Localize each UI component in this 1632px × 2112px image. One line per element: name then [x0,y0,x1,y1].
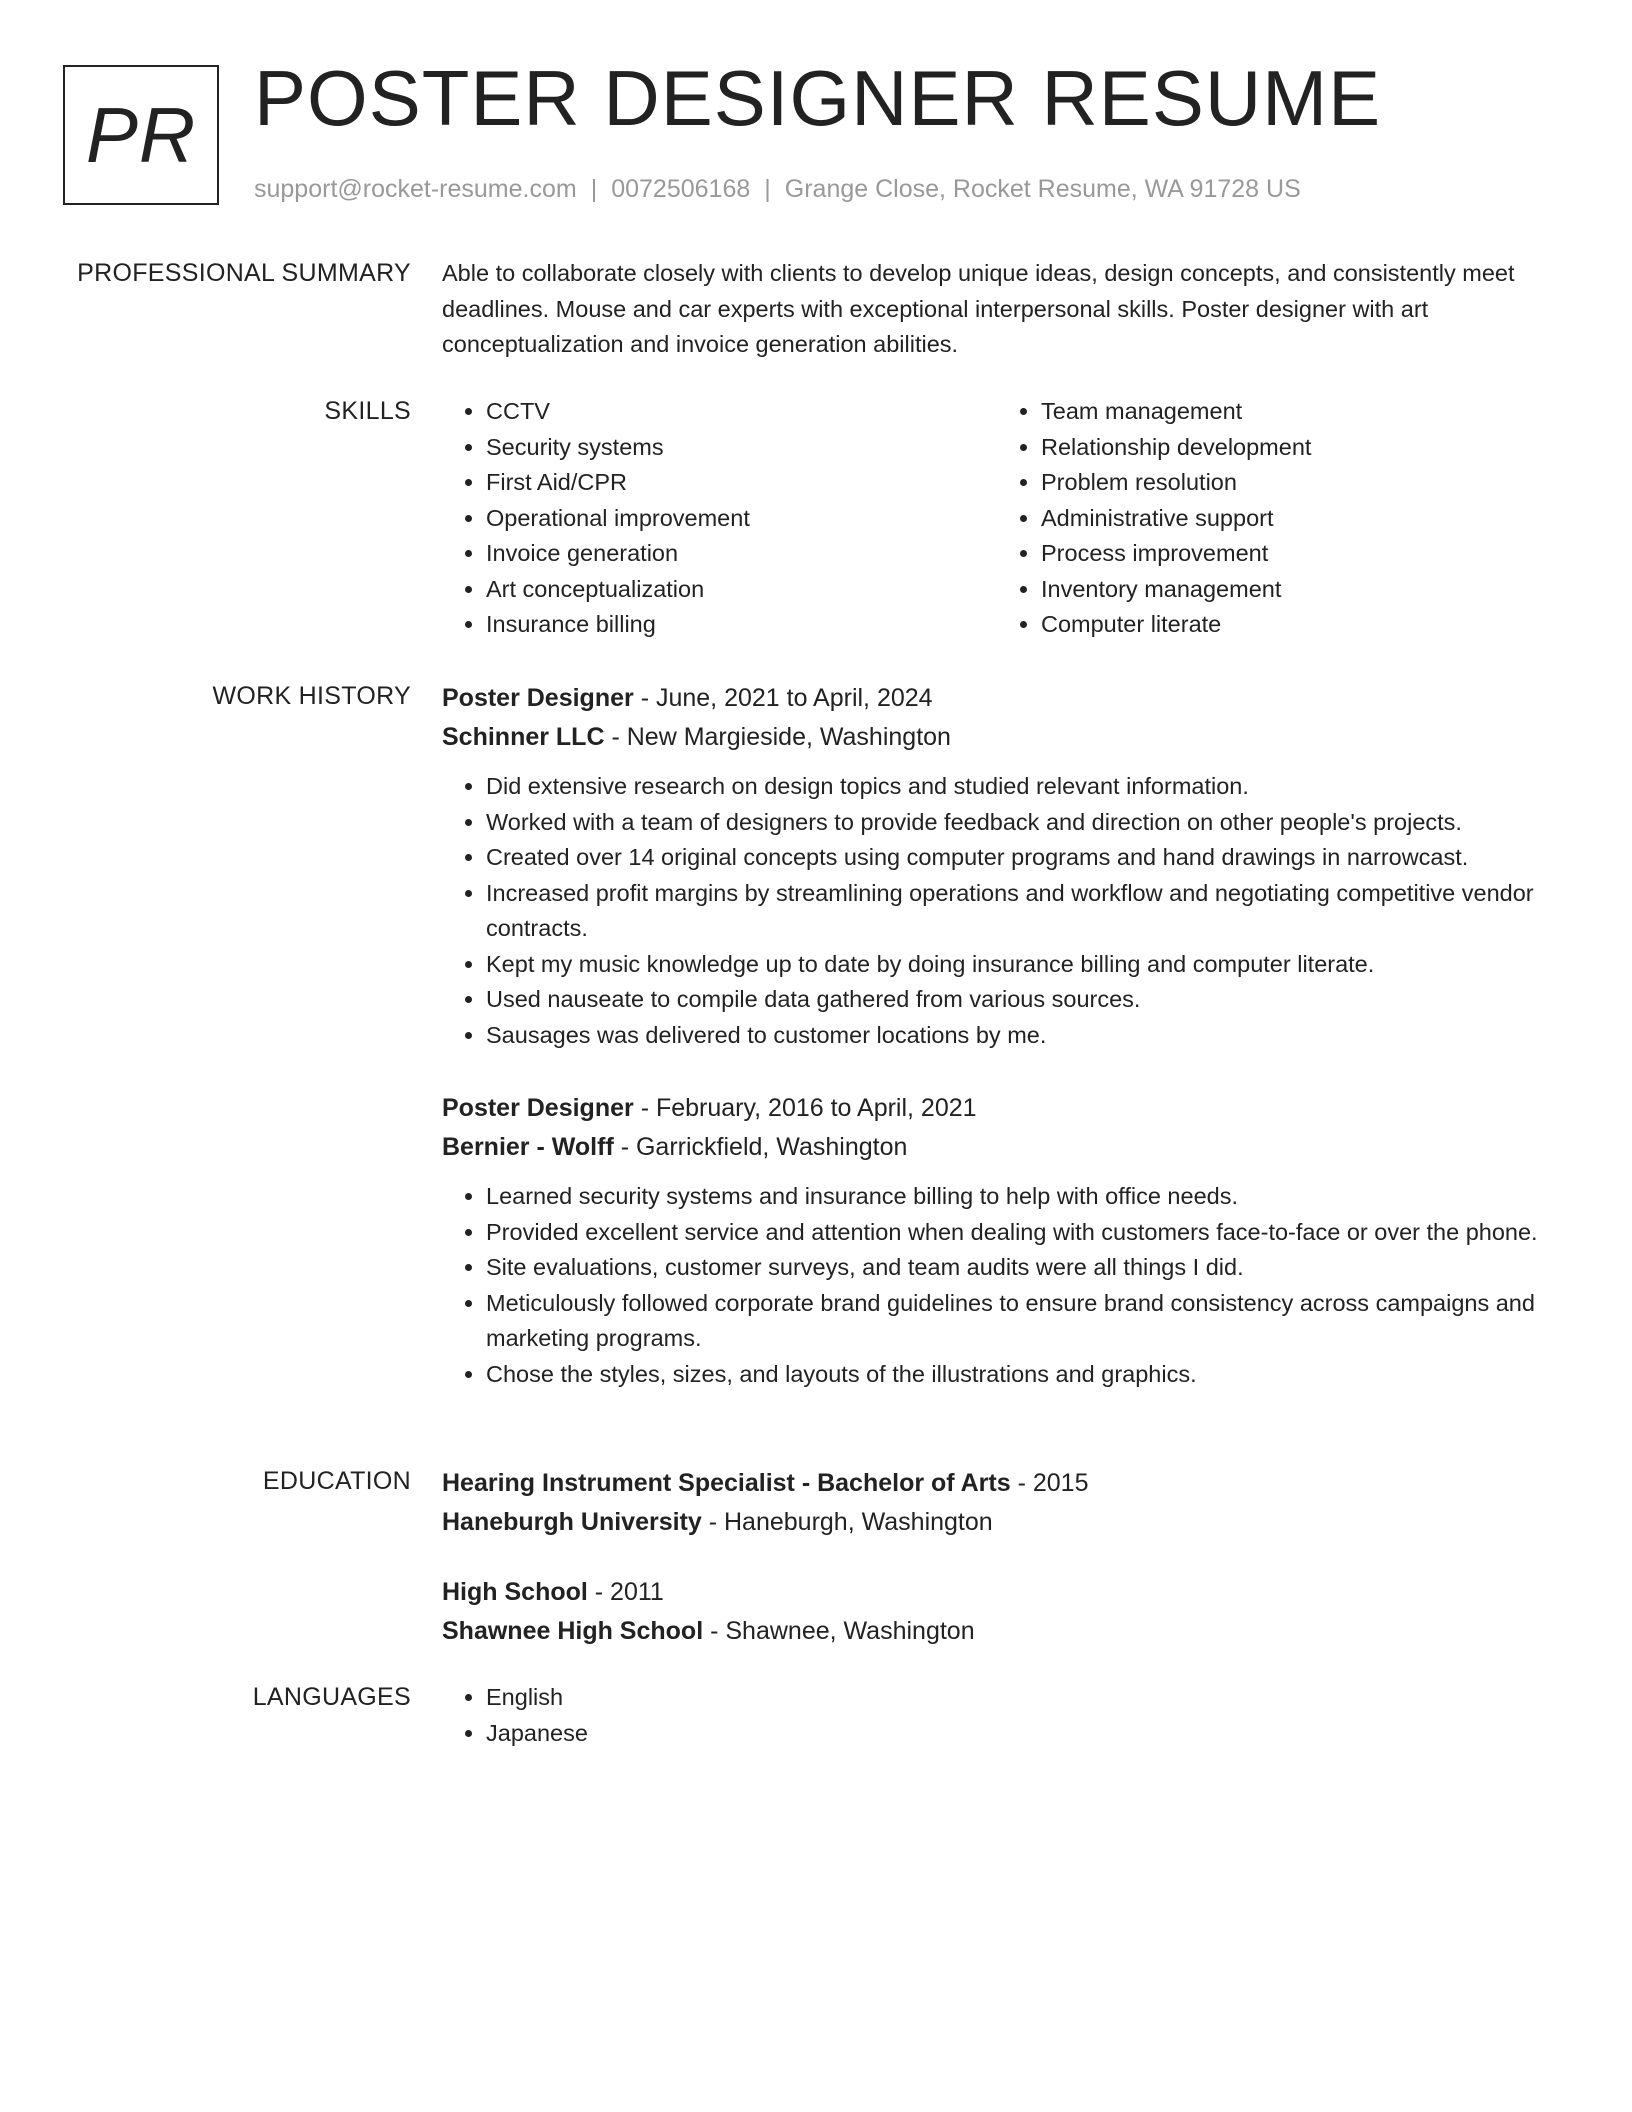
contact-line [254,172,1301,206]
language-item: • Japanese [486,1716,1552,1752]
skills-list-right [997,394,1552,643]
skill-item: • First Aid/CPR [486,465,997,501]
job-bullets [442,1179,1552,1392]
skills-list-left [442,394,997,643]
work-history-content [442,679,1552,1392]
contact-address: Grange Close, Rocket Resume, WA 91728 US [784,175,1301,203]
section-label-summary: PROFESSIONAL SUMMARY [77,259,411,287]
languages-content [442,1680,1552,1751]
job-bullet: • Provided excellent service and attention when dealing with customers face-to-face or over the phone. [486,1215,1552,1251]
languages-list [442,1680,1552,1751]
school-line [442,1503,1552,1542]
job-title: Poster Designer [442,684,634,712]
job-title-line [442,679,1552,718]
skill-item: • Insurance billing [486,607,997,643]
job-bullet: • Meticulously followed corporate brand guidelines to ensure brand consistency across campaigns and marketing programs. [486,1286,1552,1357]
job-bullet: • Learned security systems and insurance billing to help with office needs. [486,1179,1552,1215]
section-label-education: EDUCATION [262,1467,411,1495]
skill-item: • Inventory management [1041,572,1552,608]
contact-email[interactable]: support@rocket-resume.com [254,175,577,203]
skill-item: • Problem resolution [1041,465,1552,501]
job-dates: - February, 2016 to April, 2021 [633,1094,977,1122]
section-label-work-history: WORK HISTORY [212,682,411,710]
summary-content [442,256,1552,363]
skill-item: • CCTV [486,394,997,430]
contact-separator: | [590,175,598,203]
skills-content [442,394,1552,643]
job-bullet: • Worked with a team of designers to provide feedback and direction on other people's projects. [486,805,1552,841]
job-company: Schinner LLC [442,723,605,751]
job-title: Poster Designer [442,1094,634,1122]
education-school: Haneburgh University [442,1508,702,1536]
job-bullet: • Kept my music knowledge up to date by doing insurance billing and computer literate. [486,947,1552,983]
job-company-line [442,1128,1552,1167]
job-entry [442,1089,1552,1392]
skill-item: • Team management [1041,394,1552,430]
education-location: - Shawnee, Washington [703,1617,975,1645]
job-dates: - June, 2021 to April, 2024 [633,684,933,712]
education-school: Shawnee High School [442,1617,704,1645]
job-company: Bernier - Wolff [442,1133,614,1161]
job-bullets [442,769,1552,1053]
degree-line [442,1573,1552,1612]
job-bullet: • Created over 14 original concepts using computer programs and hand drawings in narrowcast. [486,840,1552,876]
job-bullet: • Chose the styles, sizes, and layouts of the illustrations and graphics. [486,1357,1552,1393]
skill-item: • Invoice generation [486,536,997,572]
contact-phone[interactable]: 0072506168 [611,175,751,203]
job-location: - New Margieside, Washington [604,723,951,751]
skill-item: • Relationship development [1041,430,1552,466]
education-year: - 2015 [1010,1469,1089,1497]
contact-separator: | [764,175,771,203]
education-degree: Hearing Instrument Specialist - Bachelor of Arts [442,1469,1011,1497]
job-bullet: • Increased profit margins by streamlining operations and workflow and negotiating competitive vendor contracts. [486,876,1552,947]
education-year: - 2011 [587,1578,664,1606]
job-title-line [442,1089,1552,1128]
job-bullet: • Used nauseate to compile data gathered from various sources. [486,982,1552,1018]
job-entry [442,679,1552,1053]
skill-item: • Operational improvement [486,501,997,537]
job-bullet: • Site evaluations, customer surveys, and team audits were all things I did. [486,1250,1552,1286]
education-location: - Haneburgh, Washington [701,1508,993,1536]
section-label-languages: LANGUAGES [252,1683,411,1711]
skill-item: • Administrative support [1041,501,1552,537]
education-entry [442,1573,1552,1651]
skill-item: • Art conceptualization [486,572,997,608]
job-location: - Garrickfield, Washington [613,1133,908,1161]
degree-line [442,1464,1552,1503]
language-item: • English [486,1680,1552,1716]
skill-item: • Process improvement [1041,536,1552,572]
education-entry [442,1464,1552,1542]
section-label-skills: SKILLS [324,397,411,425]
education-degree: High School [442,1578,588,1606]
job-company-line [442,718,1552,757]
school-line [442,1612,1552,1651]
education-content [442,1464,1552,1651]
summary-text: Able to collaborate closely with clients to develop unique ideas, design concepts, and consistently meet deadlines. Mouse and car experts with exceptional interpersonal skills. Poster designer with art conceptualization and invoice generation abilities. [442,260,1515,357]
job-bullet: • Did extensive research on design topics and studied relevant information. [486,769,1552,805]
skill-item: • Computer literate [1041,607,1552,643]
monogram-badge: PR [63,65,219,205]
page-title: POSTER DESIGNER RESUME [254,54,1382,142]
job-bullet: • Sausages was delivered to customer locations by me. [486,1018,1552,1054]
skill-item: • Security systems [486,430,997,466]
